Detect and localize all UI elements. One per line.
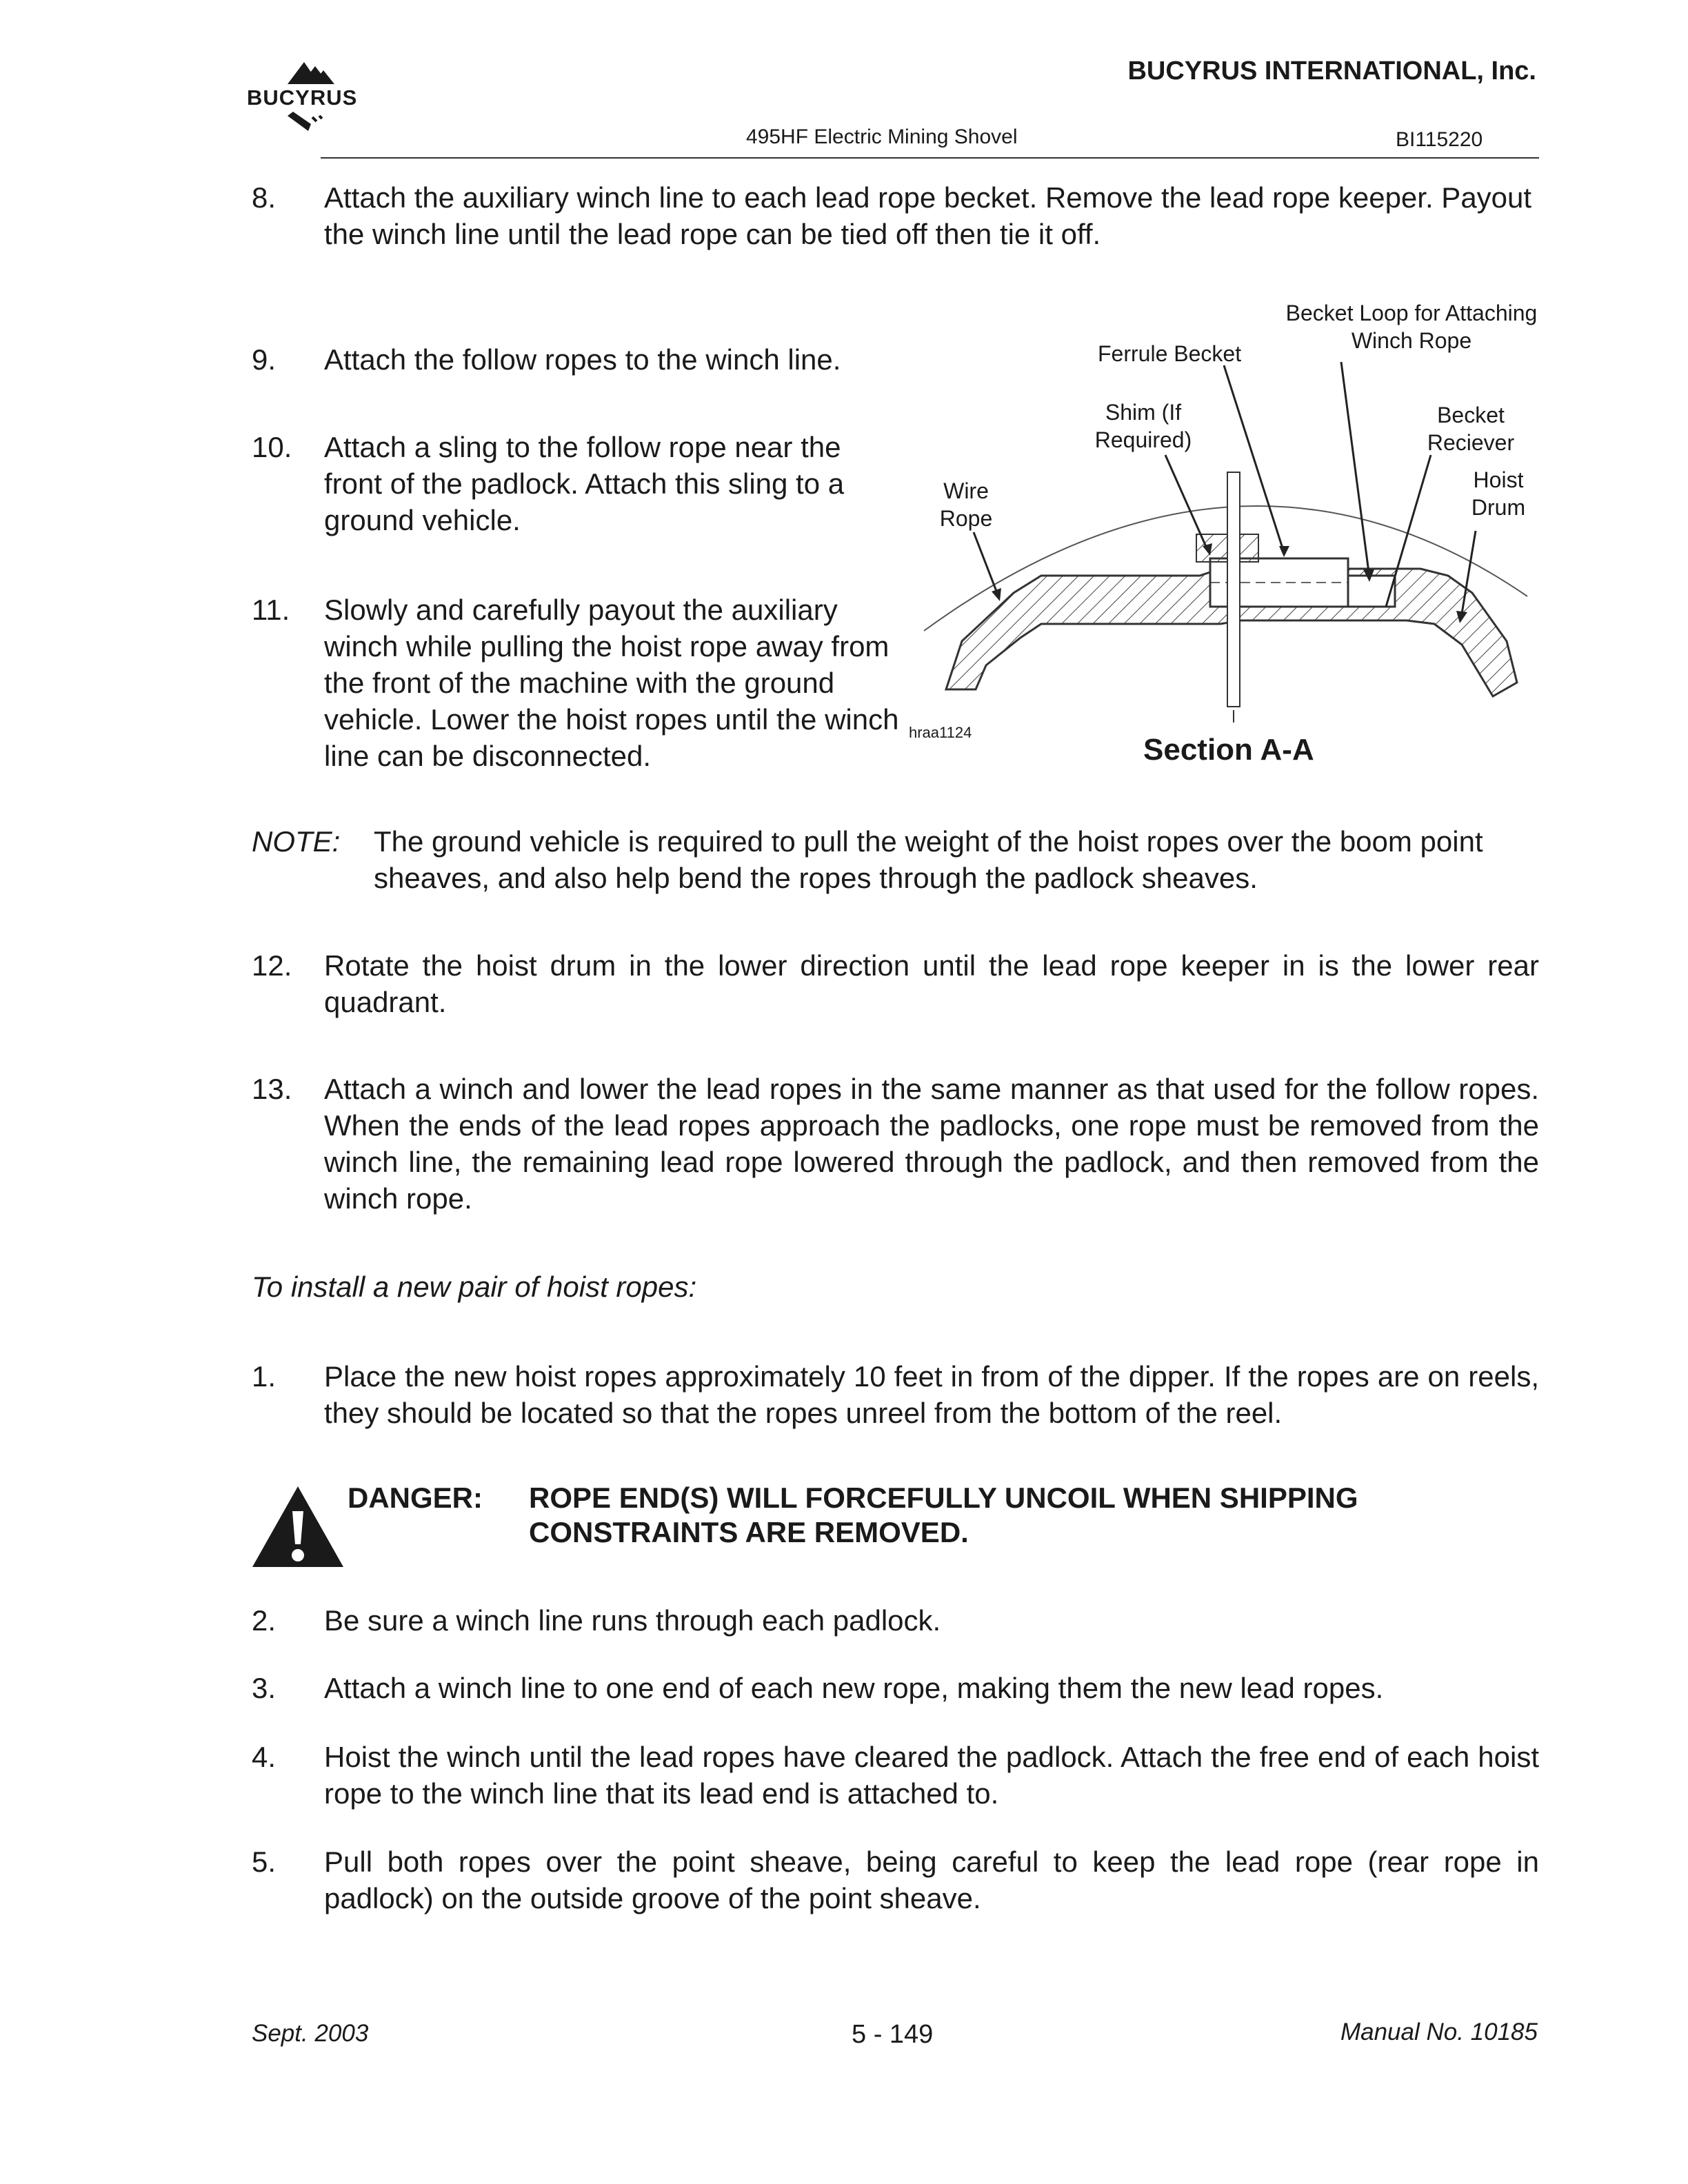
step-text: Place the new hoist ropes approximately 10 feet in from of the dipper. If the ropes are on reels, they should be located so that the ropes unreel from the bottom of the reel. [324,1360,1539,1429]
step-number: 11. [252,594,290,626]
step-text: Attach a sling to the follow rope near the front of the padlock. Attach this sling to a ground vehicle. [324,431,845,536]
hoist-drum-label: Hoist Drum [1471,467,1526,520]
step-text: Attach the follow ropes to the winch line. [324,343,841,376]
page-number: 5 - 149 [852,2020,934,2049]
logo-text: BUCYRUS [247,85,358,110]
note-label: NOTE: [252,825,341,858]
danger-text-line2: CONSTRAINTS ARE REMOVED. [529,1516,969,1548]
figure-id: hraa1124 [909,724,972,741]
danger-label: DANGER: [348,1482,483,1514]
step-text: Be sure a winch line runs through each padlock. [324,1604,941,1637]
step-text: Pull both ropes over the point sheave, being careful to keep the lead rope (rear rope in padlock) on the outside groove of the point sheave. [324,1846,1539,1914]
manual-number: Manual No. 10185 [1340,2019,1538,2045]
step-number: 12. [252,949,292,982]
step-text: Attach a winch and lower the lead ropes in the same manner as that used for the follow ropes. When the ends of the lead ropes approach the padlocks, one rope must be removed from the winch line, the remaining lead rope lowered through the padlock, and then removed from the winch rope. [324,1073,1539,1215]
step-text: Hoist the winch until the lead ropes have cleared the padlock. Attach the free end of each hoist rope to the winch line that its lead end is attached to. [324,1741,1539,1810]
note-text: The ground vehicle is required to pull the weight of the hoist ropes over the boom point sheaves, and also help bend the ropes through the padlock sheaves. [374,825,1483,894]
install-subheading: To install a new pair of hoist ropes: [252,1271,697,1303]
warning-icon [250,1484,346,1570]
section-title: Section A-A [1143,733,1314,767]
step-number: 13. [252,1073,292,1105]
step-number: 2. [252,1604,277,1637]
becket-loop-label: Becket Loop for Attaching Winch Rope [1285,301,1538,353]
step-number: 4. [252,1741,277,1773]
step-number: 8. [252,181,277,214]
product-title: 495HF Electric Mining Shovel [746,125,1018,148]
step-number: 9. [252,343,277,376]
step-text: Attach a winch line to one end of each new rope, making them the new lead ropes. [324,1672,1384,1704]
step-text: Rotate the hoist drum in the lower direction until the lead rope keeper in is the lower rear quadrant. [324,949,1539,1018]
wire-rope-label: Wire Rope [939,478,993,531]
danger-text-line1: ROPE END(S) WILL FORCEFULLY UNCOIL WHEN SHIPPING [529,1482,1358,1514]
becket-reciever-label: Becket Reciever [1427,403,1515,455]
document-id: BI115220 [1396,128,1483,151]
step-number: 10. [252,431,292,463]
shim-label: Shim (If Required) [1094,400,1192,452]
company-name: BUCYRUS INTERNATIONAL, Inc. [1127,57,1536,85]
step-number: 1. [252,1360,277,1393]
step-text: Attach the auxiliary winch line to each lead rope becket. Remove the lead rope keeper. Payout the winch line until the lead rope can be tied off then tie it off. [324,181,1532,250]
step-number: 3. [252,1672,277,1704]
step-number: 5. [252,1846,277,1878]
footer-date: Sept. 2003 [252,2020,369,2047]
ferrule-becket-label: Ferrule Becket [1098,341,1242,366]
step-text: Slowly and carefully payout the auxiliary winch while pulling the hoist rope away from the front of the machine with the ground vehicle. Lower the hoist ropes until the winch line can be disconnected. [324,594,899,772]
section-drawing [0,0,1688,779]
